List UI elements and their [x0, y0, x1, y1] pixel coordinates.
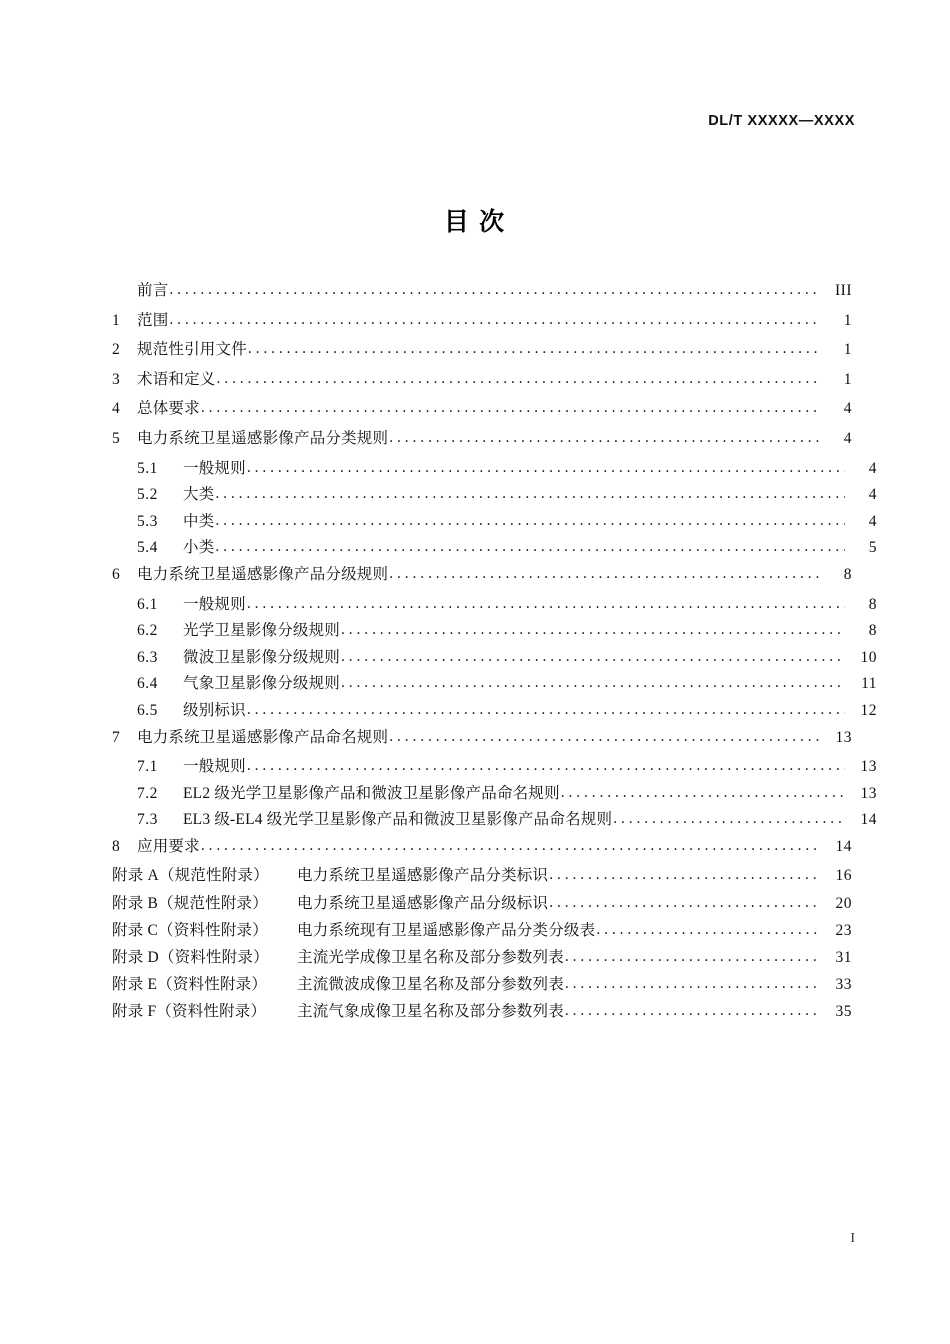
toc-entry-page-number: 1	[843, 370, 852, 388]
dot-leader	[549, 895, 820, 911]
toc-entry[interactable]	[112, 650, 877, 677]
toc-annex-entry[interactable]	[112, 950, 852, 977]
dot-leader	[247, 758, 845, 774]
toc-entry[interactable]	[112, 812, 877, 839]
toc-annex-page-number: 33	[835, 976, 852, 994]
toc-entry-title: EL3 级-EL4 级光学卫星影像产品和微波卫星影像产品命名规则	[183, 811, 613, 829]
toc-annex-entry[interactable]	[112, 977, 852, 1004]
toc-entry-page-number: 13	[860, 758, 877, 776]
toc-entry-number: 5	[112, 429, 121, 447]
dot-leader	[169, 312, 820, 328]
toc-entry[interactable]	[112, 759, 877, 786]
toc-entry-page-number: 1	[843, 311, 852, 329]
toc-entry[interactable]	[112, 540, 877, 567]
toc-entry-page-number: 12	[860, 701, 877, 719]
toc-entry-number: 5.4	[137, 539, 158, 557]
toc-entry-number: 2	[112, 341, 121, 359]
toc-entry-page-number: 5	[868, 539, 877, 557]
dot-leader	[247, 460, 845, 476]
toc-entry-number: 4	[112, 400, 121, 418]
dot-leader	[389, 566, 820, 582]
toc-annex-entry[interactable]	[112, 1004, 852, 1031]
toc-entry[interactable]	[112, 487, 877, 514]
toc-entry-number: 6.1	[137, 595, 158, 613]
toc-entry-page-number: 8	[868, 622, 877, 640]
toc-entry-page-number: 4	[843, 400, 852, 418]
toc-entry-title: 一般规则	[183, 758, 246, 776]
toc-entry[interactable]	[112, 786, 877, 813]
toc-annex-entry[interactable]	[112, 923, 852, 950]
toc-entry-title: 应用要求	[137, 837, 200, 855]
toc-entry-number: 7.3	[137, 811, 158, 829]
toc-annex-page-number: 16	[835, 867, 852, 885]
toc-entry-page-number: 13	[835, 728, 852, 746]
toc-entry-page-number: 8	[868, 595, 877, 613]
toc-entry-title: 中类	[183, 512, 215, 530]
toc-entry[interactable]	[112, 676, 877, 703]
toc-annex-title: 主流微波成像卫星名称及部分参数列表	[297, 976, 564, 994]
toc-entry-title: 电力系统卫星遥感影像产品命名规则	[137, 728, 389, 746]
toc-entry-title: 术语和定义	[137, 370, 216, 388]
dot-leader	[389, 729, 820, 745]
toc-entry-number: 6.5	[137, 701, 158, 719]
toc-entry-page-number: 11	[861, 675, 877, 693]
toc-annex-label: 附录 D（资料性附录）	[112, 949, 269, 967]
toc-entry[interactable]	[112, 514, 877, 541]
toc-entry-title: 微波卫星影像分级规则	[183, 648, 341, 666]
toc-entry-number: 6.3	[137, 648, 158, 666]
toc-entry-page-number: 4	[843, 429, 852, 447]
toc-entry-title: 一般规则	[183, 459, 246, 477]
toc-annex-entry[interactable]	[112, 868, 852, 895]
toc-entry-number: 7.2	[137, 784, 158, 802]
toc-entry[interactable]	[112, 283, 852, 313]
toc-entry-title: 一般规则	[183, 595, 246, 613]
toc-entry-number: 3	[112, 370, 121, 388]
toc-entry-title: EL2 级光学卫星影像产品和微波卫星影像产品命名规则	[183, 784, 560, 802]
toc-entry-title: 大类	[183, 486, 215, 504]
toc-entry-number: 1	[112, 311, 121, 329]
toc-entry-page-number: 14	[835, 837, 852, 855]
dot-leader	[247, 596, 845, 612]
toc-annex-label: 附录 C（资料性附录）	[112, 921, 268, 939]
dot-leader	[565, 1003, 820, 1019]
dot-leader	[169, 282, 820, 298]
toc-annex-label: 附录 E（资料性附录）	[112, 976, 268, 994]
toc-entry-page-number: 4	[868, 459, 877, 477]
table-of-contents	[112, 282, 877, 1032]
toc-entry-page-number: 14	[860, 811, 877, 829]
toc-entry[interactable]	[112, 597, 877, 624]
toc-entry[interactable]	[112, 342, 852, 372]
dot-leader	[201, 838, 820, 854]
toc-entry-number: 6	[112, 565, 121, 583]
toc-entry-title: 规范性引用文件	[137, 341, 247, 359]
dot-leader	[247, 702, 845, 718]
toc-entry[interactable]	[112, 567, 852, 597]
toc-annex-label: 附录 B（规范性附录）	[112, 894, 268, 912]
toc-entry-number: 8	[112, 837, 121, 855]
toc-entry-page-number: 4	[868, 486, 877, 504]
toc-entry[interactable]	[112, 623, 877, 650]
toc-entry-page-number: 8	[843, 565, 852, 583]
toc-annex-label: 附录 F（资料性附录）	[112, 1003, 267, 1021]
page-title: 目 次	[443, 209, 507, 236]
toc-annex-title: 电力系统卫星遥感影像产品分类标识	[297, 867, 549, 885]
toc-entry-page-number: 13	[860, 784, 877, 802]
dot-leader	[549, 867, 820, 883]
toc-entry-title: 总体要求	[137, 400, 200, 418]
toc-entry-title: 电力系统卫星遥感影像产品分级规则	[137, 565, 389, 583]
toc-entry[interactable]	[112, 401, 852, 431]
dot-leader	[201, 400, 820, 416]
dot-leader	[561, 785, 845, 801]
toc-annex-page-number: 23	[835, 921, 852, 939]
dot-leader	[613, 811, 845, 827]
toc-entry[interactable]	[112, 703, 877, 730]
toc-entry[interactable]	[112, 839, 852, 869]
toc-annex-title: 电力系统卫星遥感影像产品分级标识	[297, 894, 549, 912]
toc-entry[interactable]	[112, 313, 852, 343]
toc-annex-title: 主流光学成像卫星名称及部分参数列表	[297, 949, 564, 967]
toc-entry-number: 5.2	[137, 486, 158, 504]
toc-annex-label: 附录 A（规范性附录）	[112, 867, 269, 885]
dot-leader	[341, 675, 845, 691]
toc-entry-number: 5.1	[137, 459, 158, 477]
dot-leader	[341, 622, 845, 638]
toc-entry-title: 电力系统卫星遥感影像产品分类规则	[137, 429, 389, 447]
toc-annex-title: 主流气象成像卫星名称及部分参数列表	[297, 1003, 564, 1021]
toc-entry-number: 7	[112, 728, 121, 746]
toc-annex-page-number: 31	[835, 949, 852, 967]
dot-leader	[215, 513, 845, 529]
standard-code-header: DL/T XXXXX—XXXX	[708, 113, 855, 129]
toc-annex-page-number: 35	[835, 1003, 852, 1021]
toc-entry-number: 6.2	[137, 622, 158, 640]
toc-entry-title: 小类	[183, 539, 215, 557]
dot-leader	[389, 430, 820, 446]
toc-entry-page-number: 1	[843, 341, 852, 359]
toc-entry-page-number: 10	[860, 648, 877, 666]
toc-entry-number: 7.1	[137, 758, 158, 776]
toc-entry[interactable]	[112, 730, 852, 760]
toc-annex-entry[interactable]	[112, 896, 852, 923]
toc-entry[interactable]	[112, 461, 877, 488]
toc-entry-page-number: 4	[868, 512, 877, 530]
dot-leader	[596, 922, 820, 938]
dot-leader	[217, 371, 820, 387]
toc-entry-title: 级别标识	[183, 701, 246, 719]
toc-entry-title: 前言	[137, 282, 169, 299]
page-folio: I	[850, 1231, 855, 1246]
toc-entry-title: 气象卫星影像分级规则	[183, 675, 341, 693]
toc-annex-page-number: 20	[835, 894, 852, 912]
toc-entry-title: 范围	[137, 311, 169, 329]
toc-entry-number: 6.4	[137, 675, 158, 693]
toc-entry-number: 5.3	[137, 512, 158, 530]
dot-leader	[565, 949, 820, 965]
toc-entry[interactable]	[112, 372, 852, 402]
dot-leader	[215, 539, 845, 555]
dot-leader	[565, 976, 820, 992]
dot-leader	[341, 649, 845, 665]
dot-leader	[215, 486, 845, 502]
toc-entry-title: 光学卫星影像分级规则	[183, 622, 341, 640]
toc-entry-page-number: III	[835, 282, 852, 299]
toc-annex-title: 电力系统现有卫星遥感影像产品分类分级表	[297, 921, 596, 939]
toc-entry[interactable]	[112, 431, 852, 461]
dot-leader	[248, 341, 820, 357]
